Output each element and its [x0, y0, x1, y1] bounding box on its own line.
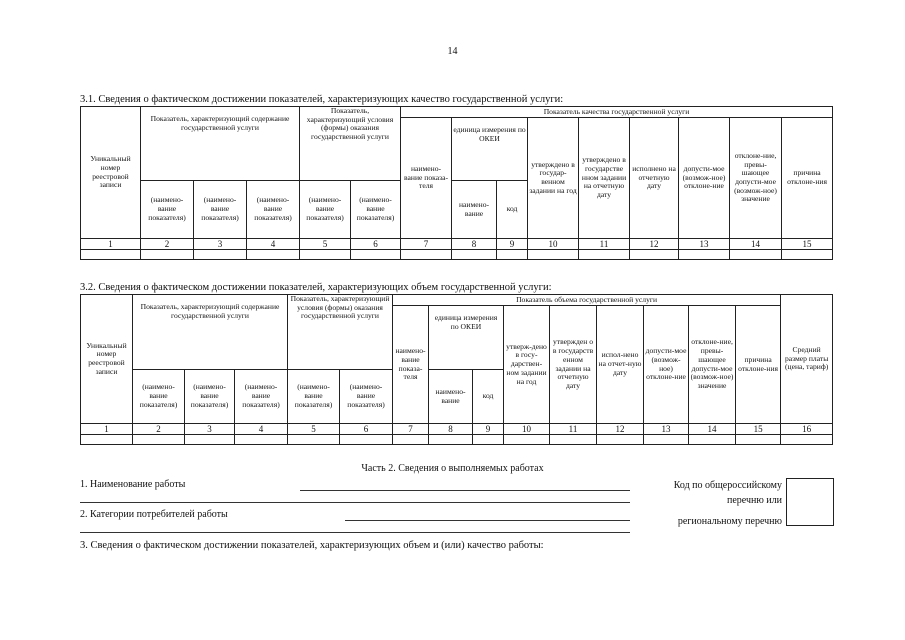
col-unique-number: Уникальный номер реестровой записи — [81, 107, 141, 239]
col-excess-deviation: отклоне-ние, превы-шающее допусти-мое (возмож-ное) значение — [689, 306, 736, 424]
col-unit-code: код — [473, 370, 504, 424]
col-average-price: Средний размер платы (цена, тариф) — [781, 295, 833, 424]
column-number: 4 — [235, 424, 288, 435]
column-number: 16 — [781, 424, 833, 435]
col-deviation-reason: причина отклоне-ния — [736, 306, 781, 424]
column-number: 5 — [288, 424, 340, 435]
col-allowed-deviation: допусти-мое (возмож-ное) отклоне-ние — [644, 306, 689, 424]
column-number: 9 — [497, 239, 528, 250]
col-quality-indicator: Показатель качества государственной услуги — [401, 107, 833, 118]
col-sub-name: (наимено-вание показателя) — [194, 181, 247, 239]
column-number: 3 — [194, 239, 247, 250]
column-number: 11 — [550, 424, 597, 435]
part-2-title: Часть 2. Сведения о выполняемых работах — [361, 463, 544, 474]
work-name-fill-line — [300, 490, 630, 491]
column-number: 12 — [597, 424, 644, 435]
col-allowed-deviation: допусти-мое (возмож-ное) отклоне-ние — [679, 118, 730, 239]
column-number: 2 — [141, 239, 194, 250]
section-3-2-heading: 3.2. Сведения о фактическом достижении показателей, характеризующих объем государственной услуги: — [80, 282, 552, 293]
column-number: 13 — [644, 424, 689, 435]
col-conditions-indicator: Показатель, характеризующий условия (формы) оказания государственной услуги — [300, 107, 401, 181]
col-sub-name: (наимено-вание показателя) — [340, 370, 393, 424]
section-3-1-heading: 3.1. Сведения о фактическом достижении показателей, характеризующих качество государственной услуги: — [80, 94, 564, 105]
code-label-line-3: региональному перечню — [677, 516, 782, 527]
work-name-label: 1. Наименование работы — [80, 479, 186, 490]
col-volume-indicator: Показатель объема государственной услуги — [393, 295, 781, 306]
quality-indicators-table — [80, 106, 833, 260]
col-unit-code: код — [497, 181, 528, 239]
column-number: 12 — [630, 239, 679, 250]
col-content-indicator: Показатель, характеризующий содержание государственной услуги — [141, 107, 300, 181]
column-number: 6 — [351, 239, 401, 250]
col-conditions-indicator: Показатель, характеризующий условия (формы) оказания государственной услуги — [288, 295, 393, 370]
column-number-row — [81, 239, 833, 250]
column-number: 13 — [679, 239, 730, 250]
col-executed: испол-нено на отчет-ную дату — [597, 306, 644, 424]
column-number: 7 — [401, 239, 452, 250]
column-number: 8 — [452, 239, 497, 250]
column-number-row — [81, 424, 833, 435]
page-number: 14 — [447, 46, 458, 57]
column-number: 1 — [81, 239, 141, 250]
col-sub-name: (наимено-вание показателя) — [235, 370, 288, 424]
column-number: 1 — [81, 424, 133, 435]
column-number: 6 — [340, 424, 393, 435]
col-sub-name: (наимено-вание показателя) — [133, 370, 185, 424]
empty-data-row — [81, 435, 833, 445]
col-excess-deviation: отклоне-ние, превы-шающее допусти-мое (возмож-ное) значение — [730, 118, 782, 239]
col-deviation-reason: причина отклоне-ния — [782, 118, 833, 239]
column-number: 2 — [133, 424, 185, 435]
consumers-label: 2. Категории потребителей работы — [80, 509, 228, 520]
column-number: 5 — [300, 239, 351, 250]
work-name-fill-line-2 — [80, 502, 630, 503]
col-approved-date: утверждено в государстве нном задании на отчетную дату — [579, 118, 630, 239]
code-label — [674, 478, 782, 529]
code-label-line-1: Код по общероссийскому — [673, 480, 782, 491]
col-content-indicator: Показатель, характеризующий содержание государственной услуги — [133, 295, 288, 370]
column-number: 9 — [473, 424, 504, 435]
col-sub-name: (наимено-вание показателя) — [185, 370, 235, 424]
column-number: 15 — [782, 239, 833, 250]
column-number: 15 — [736, 424, 781, 435]
code-box — [786, 478, 834, 526]
col-unit: единица измерения по ОКЕИ — [429, 306, 504, 370]
column-number: 4 — [247, 239, 300, 250]
col-sub-name: (наимено-вание показателя) — [288, 370, 340, 424]
col-sub-name: (наимено-вание показателя) — [247, 181, 300, 239]
column-number: 10 — [528, 239, 579, 250]
col-unit-name: наимено-вание — [452, 181, 497, 239]
column-number: 3 — [185, 424, 235, 435]
column-number: 8 — [429, 424, 473, 435]
col-sub-name: (наимено-вание показателя) — [300, 181, 351, 239]
code-label-line-2: перечню или — [726, 495, 782, 506]
col-executed: исполнено на отчетную дату — [630, 118, 679, 239]
consumers-fill-line-2 — [80, 532, 630, 533]
column-number: 11 — [579, 239, 630, 250]
column-number: 14 — [730, 239, 782, 250]
col-approved-year: утверждено в государ-венном задании на год — [528, 118, 579, 239]
empty-data-row — [81, 250, 833, 260]
col-indicator-name: наимено-вание показа-теля — [401, 118, 452, 239]
col-sub-name: (наимено-вание показателя) — [141, 181, 194, 239]
col-approved-date: утвержден о в государств енном задании на отчетную дату — [550, 306, 597, 424]
col-unit: единица измерения по ОКЕИ — [452, 118, 528, 181]
col-unique-number: Уникальный номер реестровой записи — [81, 295, 133, 424]
col-sub-name: (наимено-вание показателя) — [351, 181, 401, 239]
column-number: 14 — [689, 424, 736, 435]
section-3-heading: 3. Сведения о фактическом достижении показателей, характеризующих объем и (или) качество работы: — [80, 540, 544, 551]
column-number: 10 — [504, 424, 550, 435]
volume-indicators-table — [80, 294, 833, 445]
consumers-fill-line — [345, 520, 630, 521]
col-indicator-name: наимено-вание показа-теля — [393, 306, 429, 424]
col-approved-year: утверж-дено в госу-дарствен-ном задании на год — [504, 306, 550, 424]
column-number: 7 — [393, 424, 429, 435]
col-unit-name: наимено-вание — [429, 370, 473, 424]
